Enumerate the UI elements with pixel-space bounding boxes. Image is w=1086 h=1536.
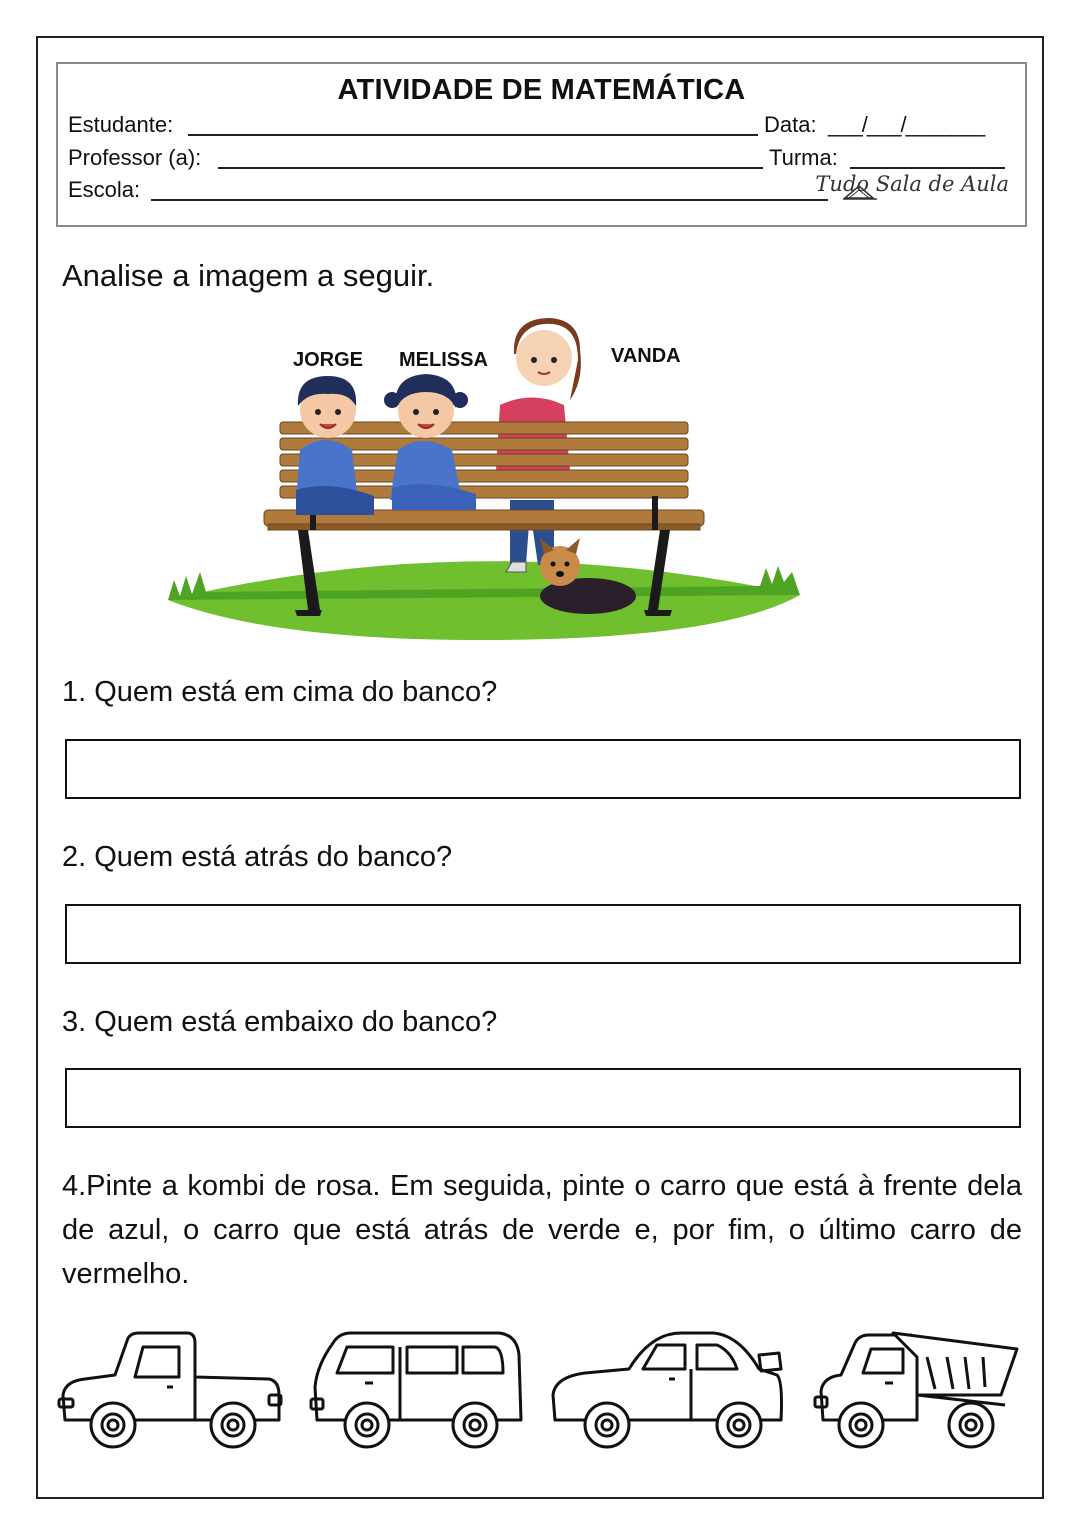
answer-box-1[interactable] bbox=[65, 739, 1021, 799]
student-label: Estudante: bbox=[68, 112, 174, 137]
answer-box-2[interactable] bbox=[65, 904, 1021, 964]
dump-truck-icon[interactable] bbox=[815, 1333, 1017, 1447]
worksheet-header bbox=[56, 62, 1027, 227]
date-field[interactable]: ___/___/_______ bbox=[828, 112, 985, 137]
car-icon[interactable] bbox=[553, 1333, 782, 1447]
intro-text: Analise a imagem a seguir. bbox=[62, 258, 435, 293]
question-2: 2. Quem está atrás do banco? bbox=[62, 841, 453, 873]
question-1: 1. Quem está em cima do banco? bbox=[62, 676, 498, 708]
class-label: Turma: bbox=[769, 145, 838, 170]
class-field-line[interactable] bbox=[850, 167, 1005, 169]
brand-logo-text: Tudo Sala de Aula bbox=[815, 172, 1009, 196]
name-label-vanda: VANDA bbox=[611, 345, 681, 367]
bench-scene-illustration bbox=[160, 310, 810, 645]
worksheet-title: ATIVIDADE DE MATEMÁTICA bbox=[337, 74, 746, 106]
teacher-field-line[interactable] bbox=[218, 167, 763, 169]
pickup-icon[interactable] bbox=[59, 1333, 281, 1447]
name-label-jorge: JORGE bbox=[293, 349, 364, 371]
grass-mound bbox=[168, 561, 800, 640]
answer-box-3[interactable] bbox=[65, 1068, 1021, 1128]
school-label: Escola: bbox=[68, 177, 141, 202]
question-3: 3. Quem está embaixo do banco? bbox=[62, 1006, 498, 1038]
kombi-icon[interactable] bbox=[311, 1333, 521, 1447]
date-label: Data: bbox=[764, 112, 817, 137]
school-field-line[interactable] bbox=[151, 199, 828, 201]
question-4: 4.Pinte a kombi de rosa. Em seguida, pinte o carro que está à frente dela de azul, o carro que está atrás de verde e, por fim, o último carro de vermelho. bbox=[62, 1170, 1022, 1290]
name-label-melissa: MELISSA bbox=[399, 349, 488, 371]
student-field-line[interactable] bbox=[188, 134, 758, 136]
teacher-label: Professor (a): bbox=[68, 145, 202, 170]
vehicles-row bbox=[55, 1325, 1035, 1460]
